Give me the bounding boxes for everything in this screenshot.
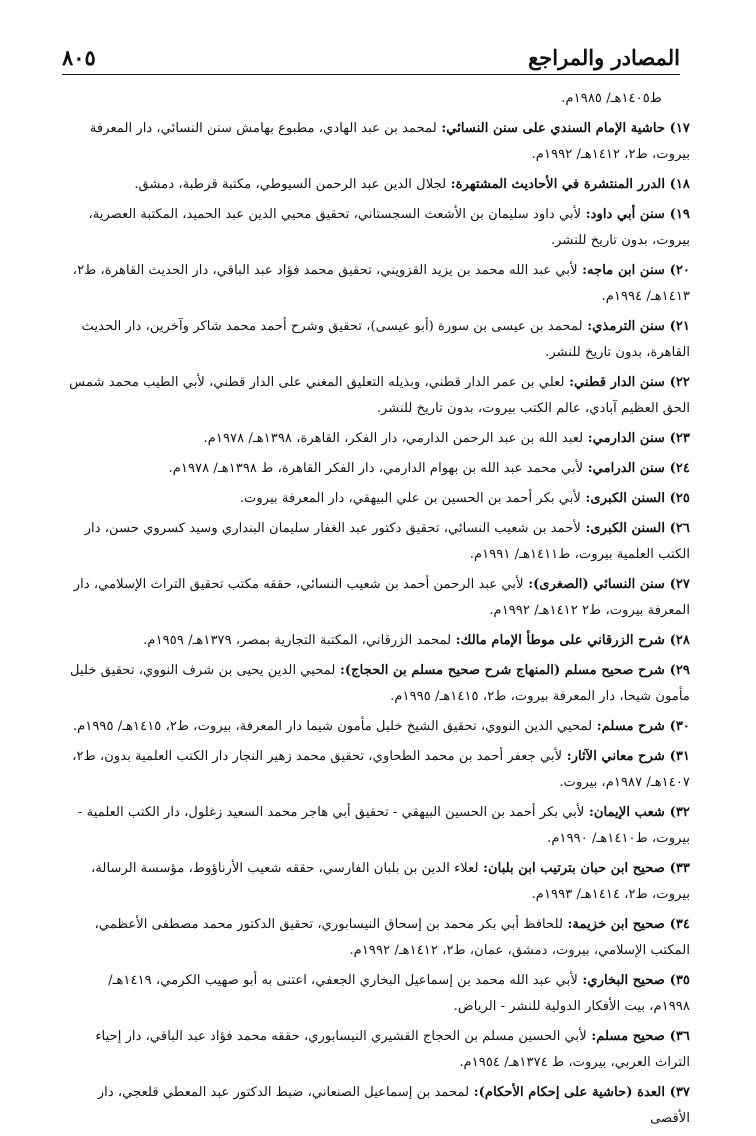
entry-title: سنن ابن ماجه: bbox=[577, 263, 665, 278]
entry-body: لأبي بكر أحمد بن الحسين بن علي البيهقي، دار المعرفة بيروت. bbox=[239, 491, 581, 506]
entry-number: ٢٣) bbox=[664, 431, 690, 446]
entry-title: سنن أبي داود: bbox=[581, 207, 665, 222]
page-number: ٨٠٥ bbox=[62, 45, 96, 70]
entry-body: للحافظ أبي بكر محمد بن إسحاق النيسابوري، تحقيق الدكتور محمد مصطفى الأعظمي، المكتب الإسلامي، بيروت، دمشق، عمان، ط٢، ١٤١٢هـ/ ١٩٩٢م. bbox=[94, 917, 690, 958]
entry-body: لأبي الحسين مسلم بن الحجاج القشيري النيسابوري، حققه محمد فؤاد عبد الباقي، دار إحياء التراث العربي، بيروت، ط ١٣٧٤هـ/ ١٩٥٤م. bbox=[95, 1029, 690, 1070]
reference-entry bbox=[66, 968, 690, 1020]
entry-title: صحيح ابن حبان بترتيب ابن بلبان: bbox=[478, 861, 665, 876]
entry-body: لمحمد بن إسماعيل الصنعاني، ضبط الدكتور عبد المعطي قلعجي، دار الأقصى bbox=[97, 1085, 690, 1126]
entry-number: ١٨) bbox=[664, 177, 690, 192]
entry-number: ١٩) bbox=[664, 207, 690, 222]
entry-number: ٢٦) bbox=[664, 521, 690, 536]
entry-title: سنن الترمذي: bbox=[582, 319, 665, 334]
entry-number: ٣٥) bbox=[664, 973, 690, 988]
reference-entry bbox=[66, 314, 690, 366]
reference-entry bbox=[66, 426, 690, 452]
running-header bbox=[62, 42, 680, 75]
entry-title: حاشية الإمام السندي على سنن النسائي: bbox=[436, 121, 665, 136]
entry-body: لأبي جعفر أحمد بن محمد الطحاوي، تحقيق محمد زهير النجار دار الكتب العلمية بدون، ط٢، ١٤٠٧هـ/ ١٩٨٧م، بيروت. bbox=[72, 749, 690, 790]
entry-number: ٢٨) bbox=[664, 633, 690, 648]
entry-number: ٣١) bbox=[664, 749, 690, 764]
entry-number: ٣٧) bbox=[664, 1085, 690, 1100]
entry-title: صحيح البخاري: bbox=[577, 973, 665, 988]
entry-title: الدرر المنتشرة في الأحاديث المشتهرة: bbox=[446, 177, 665, 192]
entry-number: ٣٠) bbox=[664, 719, 690, 734]
references-list bbox=[66, 86, 690, 1136]
reference-entry bbox=[66, 258, 690, 310]
entry-number: ٢٤) bbox=[664, 461, 690, 476]
entry-title: صحيح ابن خزيمة: bbox=[562, 917, 665, 932]
reference-entry bbox=[66, 116, 690, 168]
entry-title: السنن الكبرى: bbox=[580, 491, 665, 506]
reference-entry bbox=[66, 486, 690, 512]
reference-entry bbox=[66, 1080, 690, 1132]
entry-body: لمحيي الدين النووي، تحقيق الشيخ خليل مأمون شيما دار المعرفة، بيروت، ط٢، ١٤١٥هـ/ ١٩٩٥م. bbox=[72, 719, 593, 734]
entry-body: لأبي عبد الله محمد بن إسماعيل البخاري الجعفي، اعتنى به أبو صهيب الكرمي، ١٤١٩هـ/ ١٩٩٨م، بيت الأفكار الدولية للنشر - الرياض. bbox=[108, 973, 690, 1014]
entry-title: سنن الدار قطني: bbox=[564, 375, 665, 390]
reference-entry bbox=[66, 516, 690, 568]
entry-body: لأبي عبد الله محمد بن يزيد القزويني، تحقيق محمد فؤاد عبد الباقي، دار الحديث القاهرة، ط٢، ١٤١٣هـ/ ١٩٩٤م. bbox=[72, 263, 690, 304]
entry-title: السنن الكبرى: bbox=[580, 521, 665, 536]
reference-entry bbox=[66, 202, 690, 254]
entry-body: لعلي بن عمر الدار قطني، وبذيله التعليق المغني على الدار قطني، لأبي الطيب محمد شمس الحق العظيم آبادي، عالم الكتب بيروت، بدون تاريخ للنشر. bbox=[69, 375, 690, 416]
entry-body: لأبي بكر أحمد بن الحسين البيهقي - تحقيق أبي هاجر محمد السعيد زغلول، دار الكتب العلمية - بيروت، ط١٤١٠هـ/ ١٩٩٠م. bbox=[78, 805, 690, 846]
reference-entry bbox=[66, 572, 690, 624]
entry-number: ٣٢) bbox=[664, 805, 690, 820]
entry-body: لجلال الدين عبد الرحمن السيوطي، مكتبة قرطبة، دمشق. bbox=[134, 177, 447, 192]
entry-body: لمحيي الدين يحيى بن شرف النووي، تحقيق خليل مأمون شيحا، دار المعرفة بيروت، ط٢، ١٤١٥هـ/ ١٩٩٥م. bbox=[70, 663, 690, 704]
entry-number: ٢١) bbox=[664, 319, 690, 334]
entry-title: سنن الدارمي: bbox=[583, 431, 665, 446]
entry-body: لأبي محمد عبد الله بن بهوام الدارمي، دار الفكر القاهرة، ط ١٣٩٨هـ/ ١٩٧٨م. bbox=[168, 461, 584, 476]
reference-entry bbox=[66, 1024, 690, 1076]
entry-body: لمحمد بن عيسى بن سورة (أبو عيسى)، تحقيق وشرح أحمد محمد شاكر وآخرين، دار الحديث القاهرة، بدون تاريخ للنشر. bbox=[81, 319, 690, 360]
entry-title: سنن الدرامي: bbox=[583, 461, 665, 476]
reference-entry bbox=[66, 744, 690, 796]
entry-title: العدة (حاشية على إحكام الأحكام): bbox=[469, 1085, 665, 1100]
entry-number: ٣٦) bbox=[664, 1029, 690, 1044]
reference-entry bbox=[66, 172, 690, 198]
section-title: المصادر والمراجع bbox=[528, 45, 680, 70]
entry-number: ٢٠) bbox=[664, 263, 690, 278]
reference-entry bbox=[66, 628, 690, 654]
entry-number: ٣٤) bbox=[664, 917, 690, 932]
reference-entry bbox=[66, 370, 690, 422]
reference-entry bbox=[66, 856, 690, 908]
entry-number: ١٧) bbox=[664, 121, 690, 136]
entry-title: شرح معاني الآثار: bbox=[562, 749, 665, 764]
entry-body: لأبي داود سليمان بن الأشعث السجستاني، تحقيق محيي الدين عبد الحميد، المكتبة العصرية، بيروت، بدون تاريخ للنشر. bbox=[88, 207, 690, 248]
entry-number: ٣٣) bbox=[664, 861, 690, 876]
entry-title: شرح مسلم: bbox=[592, 719, 665, 734]
entry-body: لمحمد الزرقاني، المكتبة التجارية بمصر، ١٣٧٩هـ/ ١٩٥٩م. bbox=[143, 633, 452, 648]
entry-body: لمحمد بن عبد الهادي، مطبوع بهامش سنن النسائي، دار المعرفة بيروت، ط٢، ١٤١٢هـ/ ١٩٩٢م. bbox=[89, 121, 690, 162]
reference-entry bbox=[66, 714, 690, 740]
continued-entry bbox=[66, 86, 690, 112]
entry-number: ٢٩) bbox=[664, 663, 690, 678]
entry-title: شرح صحيح مسلم (المنهاج شرح صحيح مسلم بن الحجاج): bbox=[335, 663, 665, 678]
entry-title: سنن النسائي (الصغرى): bbox=[523, 577, 665, 592]
continued-text: ط١٤٠٥هـ/ ١٩٨٥م. bbox=[561, 91, 662, 106]
entry-body: لعبد الله بن عبد الرحمن الدارمي، دار الفكر، القاهرة، ١٣٩٨هـ/ ١٩٧٨م. bbox=[203, 431, 584, 446]
entry-number: ٢٢) bbox=[664, 375, 690, 390]
entry-number: ٢٧) bbox=[664, 577, 690, 592]
reference-entry bbox=[66, 800, 690, 852]
entry-number: ٢٥) bbox=[664, 491, 690, 506]
entry-body: لأحمد بن شعيب النسائي، تحقيق دكتور عبد الغفار سليمان البنداري وسيد كسروي حسن، دار الكتب العلمية بيروت، ط١٤١١هـ/ ١٩٩١م. bbox=[84, 521, 690, 562]
entry-title: شرح الزرقاني على موطأ الإمام مالك: bbox=[451, 633, 665, 648]
entry-body: لأبي عبد الرحمن أحمد بن شعيب النسائي، حققه مكتب تحقيق التراث الإسلامي، دار المعرفة بيروت، ط٢ ١٤١٢هـ/ ١٩٩٢م. bbox=[73, 577, 690, 618]
reference-entry bbox=[66, 912, 690, 964]
entry-body: لعلاء الدين بن بلبان الفارسي، حققه شعيب الأرناؤوط، مؤسسة الرسالة، بيروت، ط٢، ١٤١٤هـ/ ١٩٩٣م. bbox=[91, 861, 690, 902]
reference-entry bbox=[66, 658, 690, 710]
reference-entry bbox=[66, 456, 690, 482]
entry-title: شعب الإيمان: bbox=[584, 805, 665, 820]
entry-title: صحيح مسلم: bbox=[586, 1029, 665, 1044]
